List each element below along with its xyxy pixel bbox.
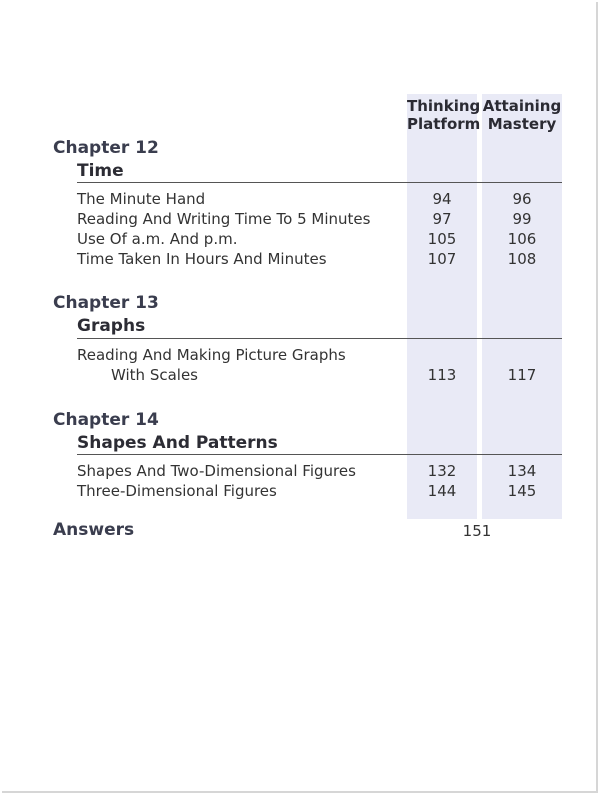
thinking-platform-page: 132 [427,462,457,480]
column-header-line: Mastery [487,115,557,133]
toc-row-title: With Scales [111,366,198,384]
thinking-platform-page: 144 [427,482,457,500]
column-header-thinking-platform [407,97,481,133]
toc-row [77,346,562,366]
thinking-platform-page: 107 [427,250,457,268]
chapter-14-label: Chapter 14 [53,410,159,430]
chapter-14-rule [77,454,562,455]
chapter-12-label: Chapter 12 [53,138,159,158]
chapter-13-label: Chapter 13 [53,293,159,313]
chapter-13-title: Graphs [77,316,146,336]
chapter-14-title: Shapes And Patterns [77,433,278,453]
toc-row-title: Time Taken In Hours And Minutes [77,250,327,268]
thinking-platform-page: 113 [427,366,457,384]
toc-row-title: Three-Dimensional Figures [77,482,277,500]
chapter-12-title: Time [77,161,124,181]
attaining-mastery-page: 117 [507,366,537,384]
chapter-12-rule [77,182,562,183]
toc-row-title: The Minute Hand [77,190,206,208]
toc-row [77,250,562,270]
toc-row-title: Reading And Making Picture Graphs [77,346,346,364]
toc-row [77,482,562,502]
toc-row-title: Use Of a.m. And p.m. [77,230,238,248]
toc-row [77,462,562,482]
thinking-platform-page: 97 [432,210,452,228]
attaining-mastery-page: 106 [507,230,537,248]
answers-label: Answers [53,520,135,540]
thinking-platform-page: 94 [432,190,452,208]
book-page [2,2,598,793]
toc-row-title: Shapes And Two-Dimensional Figures [77,462,356,480]
thinking-platform-column-band [407,94,481,519]
toc-row [77,230,562,250]
column-header-line: Thinking [407,97,481,115]
attaining-mastery-page: 145 [507,482,537,500]
attaining-mastery-page: 99 [512,210,532,228]
answers-page-number: 151 [462,522,492,540]
thinking-platform-page: 105 [427,230,457,248]
toc-row [77,366,562,386]
toc-row [77,210,562,230]
attaining-mastery-page: 134 [507,462,537,480]
toc-row [77,190,562,210]
attaining-mastery-page: 96 [512,190,532,208]
column-header-attaining-mastery [482,97,562,133]
chapter-13-rule [77,338,562,339]
column-header-line: Platform [407,115,481,133]
toc-row-title: Reading And Writing Time To 5 Minutes [77,210,371,228]
attaining-mastery-page: 108 [507,250,537,268]
attaining-mastery-column-band [482,94,562,519]
column-header-line: Attaining [482,97,562,115]
